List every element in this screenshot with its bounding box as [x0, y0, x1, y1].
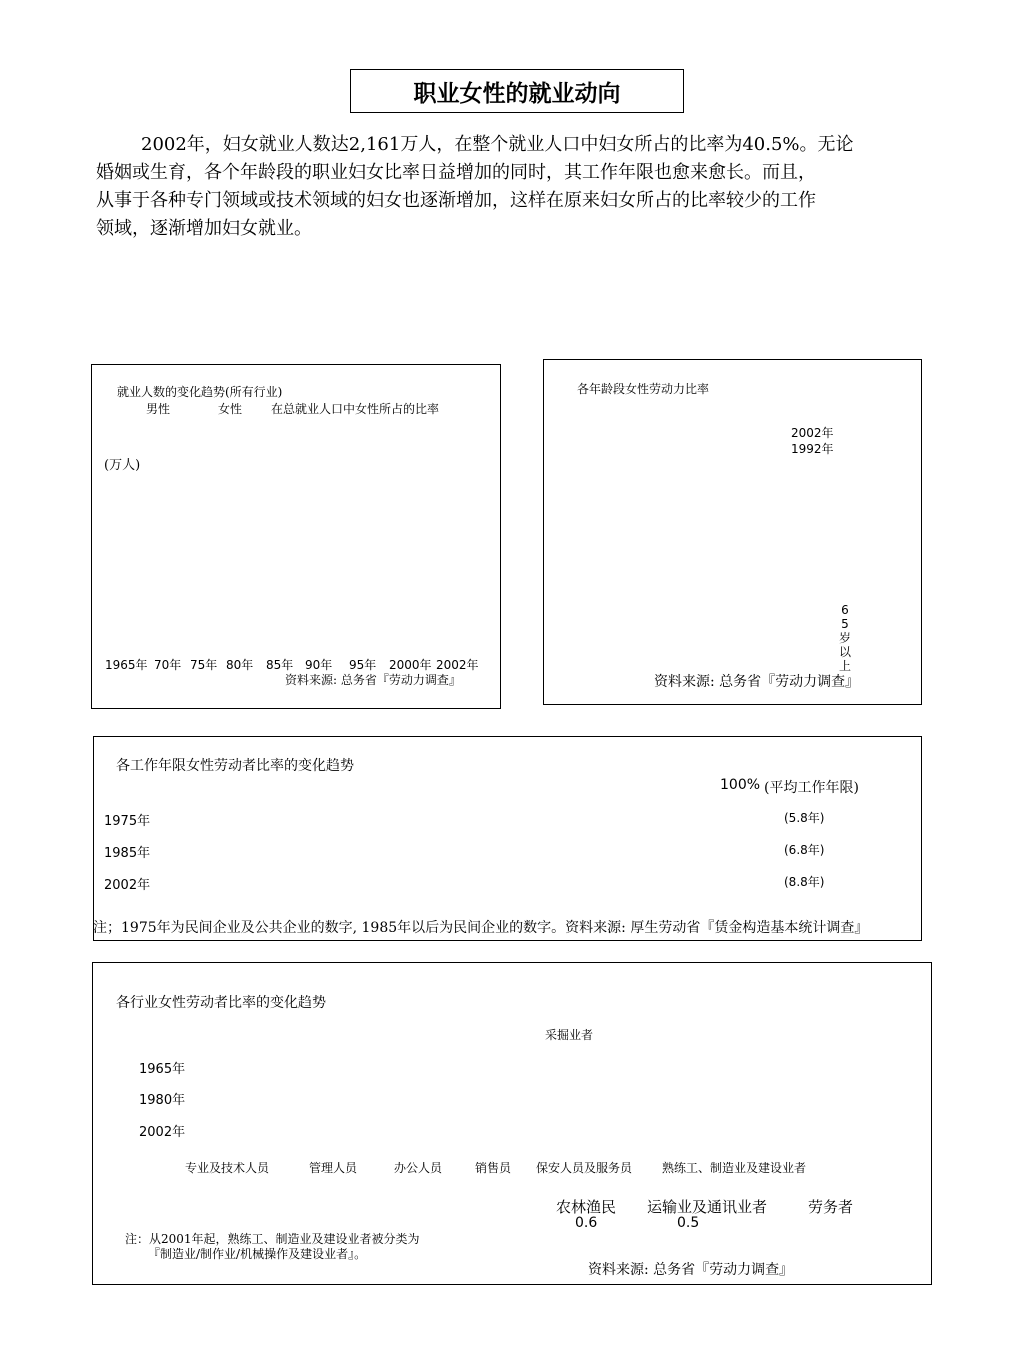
- legend-1992: 1992年: [791, 442, 834, 456]
- row-year: 1975年: [104, 814, 151, 829]
- row-avg: (6.8年): [784, 843, 825, 857]
- intro-line: 从事于各种专门领域或技术领域的妇女也逐渐增加，这样在原来妇女所占的比率较少的工作: [96, 190, 816, 211]
- intro-line: 2002年，妇女就业人数达2,161万人，在整个就业人口中妇女所占的比率为40.5%。无论: [141, 134, 854, 155]
- row-year: 2002年: [104, 878, 151, 893]
- legend-female: 女性: [218, 402, 243, 416]
- unit-label: (万人): [104, 458, 141, 473]
- category-label: 劳务者: [808, 1198, 854, 1216]
- year-label: 2002年: [139, 1125, 186, 1140]
- category-label: 运输业及通讯业者: [647, 1198, 768, 1216]
- x-tick-label: 70年: [154, 658, 182, 672]
- x-tick-label: 85年: [266, 658, 294, 672]
- employment-trend-panel: [91, 364, 501, 709]
- year-label: 1980年: [139, 1093, 186, 1108]
- row-year: 1985年: [104, 846, 151, 861]
- year-label: 1965年: [139, 1062, 186, 1077]
- source-note: 资料来源: 总务省『劳动力调查』: [285, 673, 461, 687]
- row-avg: (5.8年): [784, 811, 825, 825]
- x-tick-label: 2000年: [389, 658, 432, 672]
- category-label: 销售员: [475, 1161, 512, 1175]
- scale-label: 100%: [720, 777, 761, 793]
- page-title: 职业女性的就业动向: [413, 80, 621, 107]
- category-label: 熟练工、制造业及建设业者: [662, 1161, 807, 1175]
- value-label: 0.5: [677, 1215, 700, 1231]
- legend-female-ratio: 在总就业人口中女性所占的比率: [271, 402, 440, 416]
- intro-line: 领域，逐渐增加妇女就业。: [96, 218, 312, 239]
- legend-male: 男性: [146, 402, 171, 416]
- x-tick-label: 90年: [305, 658, 333, 672]
- row-avg: (8.8年): [784, 875, 825, 889]
- intro-paragraph: [96, 131, 946, 243]
- age-labor-ratio-panel: [543, 359, 922, 705]
- category-label: 办公人员: [394, 1161, 443, 1175]
- title-box: [350, 69, 684, 113]
- x-tick-label: 1965年: [105, 658, 148, 672]
- x-tick-label: 75年: [190, 658, 218, 672]
- category-label: 农林渔民: [556, 1198, 617, 1216]
- avg-years-label: (平均工作年限): [764, 780, 859, 796]
- category-label: 专业及技术人员: [185, 1161, 270, 1175]
- category-label: 管理人员: [309, 1161, 358, 1175]
- x-tick-label: 2002年: [436, 658, 479, 672]
- footnote: 注；1975年为民间企业及公共企业的数字, 1985年以后为民间企业的数字。资料来源: 厚生劳动省『赁金构造基本统计调查』: [93, 920, 869, 936]
- source-note: 资料来源: 总务省『劳动力调查』: [588, 1262, 794, 1278]
- panel-title: 各年龄段女性劳动力比率: [577, 382, 710, 396]
- mining-label: 采掘业者: [545, 1028, 594, 1042]
- panel-title: 就业人数的变化趋势(所有行业): [117, 385, 283, 399]
- x-tick-label: 80年: [226, 658, 254, 672]
- age-65-label: 65岁以上: [838, 603, 851, 673]
- footnote-line: 注：从2001年起，熟练工、制造业及建设业者被分类为: [125, 1232, 420, 1246]
- x-tick-label: 95年: [349, 658, 377, 672]
- work-years-panel: [93, 736, 922, 941]
- category-label: 保安人员及服务员: [536, 1161, 633, 1175]
- industry-ratio-panel: [92, 962, 932, 1285]
- value-label: 0.6: [575, 1215, 598, 1231]
- footnote-line: 『制造业/制作业/机械操作及建设业者』。: [148, 1247, 367, 1261]
- panel-title: 各工作年限女性劳动者比率的变化趋势: [116, 758, 354, 774]
- intro-line: 婚姻或生育，各个年龄段的职业妇女比率日益增加的同时，其工作年限也愈来愈长。而且，: [96, 162, 816, 183]
- legend-2002: 2002年: [791, 426, 834, 440]
- source-note: 资料来源: 总务省『劳动力调查』: [654, 674, 860, 690]
- panel-title: 各行业女性劳动者比率的变化趋势: [116, 995, 326, 1011]
